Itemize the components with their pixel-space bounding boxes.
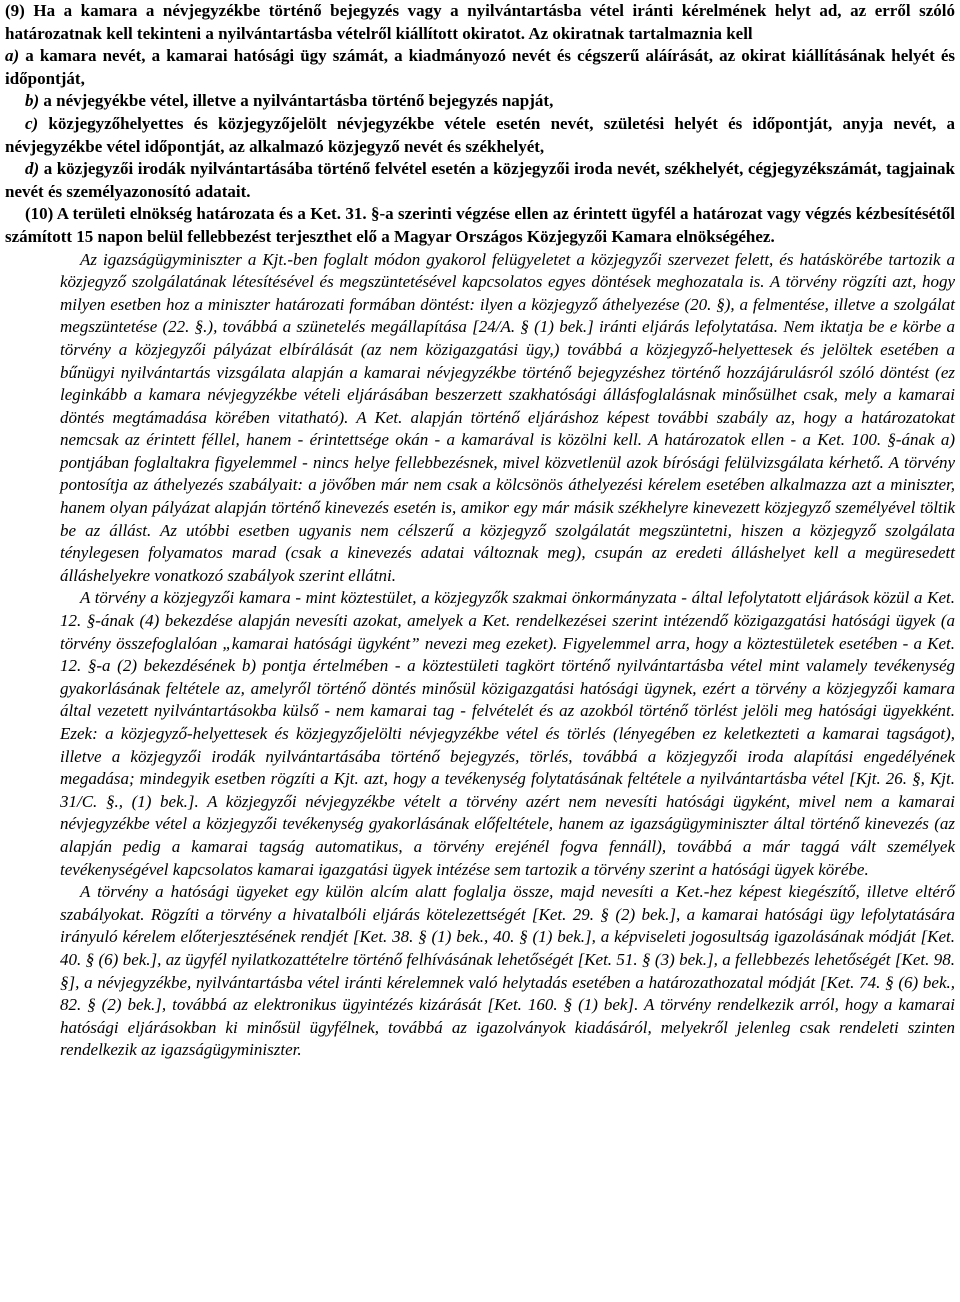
paragraph-9-item-a: [5, 45, 955, 90]
item-a-label: a): [5, 46, 20, 66]
paragraph-9-lead: (9) Ha a kamara a névjegyzékbe történő bejegyzés vagy a nyilvántartásba vétel iránti kérelmének helyt ad, az erről szóló határozatnak kell tekinteni a nyilvántartásba vételről kiállított okiratot. Az okiratnak tartalmaznia kell: [5, 1, 955, 43]
paragraph-10: (10) A területi elnökség határozata és a Ket. 31. §-a szerinti végzése ellen az érintett ügyfél a határozat vagy végzés kézbesítésétől számított 15 napon belül fellebbezést terjeszthet elő a Magyar Országos Közjegyzői Kamara elnökségéhez.: [5, 204, 955, 246]
item-b-text: a névjegyékbe vétel, illetve a nyilvántartásba történő bejegyzés napját,: [39, 91, 554, 111]
item-d-label: d): [25, 159, 40, 179]
item-d-text: a közjegyzői irodák nyilvántartásába történő felvétel esetén a közjegyzői iroda nevét, székhelyét, cégjegyzékszámát, tagjainak nevét és személyazonosító adatait.: [5, 159, 955, 201]
item-c-label: c): [25, 113, 39, 133]
commentary-paragraph-2: A törvény a közjegyzői kamara - mint köztestület, a közjegyzők szakmai önkormányzata - által lefolytatott eljárások közül a Ket. 12. §-ának (4) bekezdése alapján nevesíti azokat, amelyek a Ket. rendelkezései szerint intézendő közigazgatási hatósági ügyek (a törvény összefoglalóan „kamarai hatósági ügyként” nevezi meg ezeket). Figyelemmel arra, hogy a köztestületek esetében - a Ket. 12. §-a (2) bekezdésének b) pontja értelmében - a köztestületi tagkört történő nyilvántartásba vétel mint valamely tevékenység gyakorlásának feltétele az, amelyről történő döntés minősül közigazgatási hatósági ügynek, ezért a törvény a közjegyzői kamara által vezetett nyilvántartásokba külső - nem kamarai tag - felvételét és az azokból történő törlést jelöli meg hatósági ügyekként. Ezek: a közjegyző-helyettesek és közjegyzőjelölti névjegyzékbe vétel és törlés (lényegében ez keletkezteti a kamarai tagságot), illetve a közjegyzői irodák nyilvántartásába történő bejegyzés, törlés, továbbá a közjegyzői iroda alapítási engedélyének megadása; mindegyik esetben rögzíti a Kjt. azt, hogy a tevékenység folytatásának feltétele a nyilvántartásba vétel [Kjt. 26. §, Kjt. 31/C. §., (1) bek.]. A közjegyzői névjegyzékbe vételt a törvény azért nem nevesíti hatósági ügyként, mivel nem a kamarai névjegyzékbe vétel a közjegyzői tevékenység gyakorlásának előfeltétele, hanem az igazságügyminiszter által történő kinevezés (az alapján pedig a kamarai tagság automatikus, a törvény erejénél fogva fennáll), továbbá a már taggá vált személyek tevékenységével kapcsolatos kamarai igazgatási ügyek intézése sem tartozik a törvény szerint a hatósági ügyek körébe.: [60, 588, 955, 879]
paragraph-9-item-b: [5, 90, 955, 113]
paragraph-9-item-d: [5, 158, 955, 203]
commentary-paragraph-1: Az igazságügyminiszter a Kjt.-ben foglalt módon gyakorol felügyeletet a közjegyzői szervezet felett, és hatáskörébe tartozik a közjegyző szolgálatának létesítésével és megszüntetésével kapcsolatos egyes döntések meghozatala is. A törvény rögzíti azt, hogy milyen esetben hoz a miniszter határozati formában döntést: ilyen a közjegyző áthelyezése (20. §), a felmentése, illetve a szolgálat megszüntetése (22. §.), továbbá a szünetelés megállapítása [24/A. § (1) bek.] iránti eljárás lefolytatása. Nem iktatja be e körbe a törvény a közjegyzői pályázat elbírálását (az nem közigazgatási ügy,) továbbá a közjegyző-helyettesek és jelöltek esetében a bűnügyi nyilvántartás vizsgálata alapján a kamarai névjegyzékbe történő bejegyzéshez történő hozzájárulásról szóló döntést (ez leginkább a kamara névjegyzékbe vételi eljárásában beszerzett szakhatósági állásfoglalásnak minősülhet csak, mely a kamarai döntés megtámadása körében vitatható). A Ket. alapján történő eljáráshoz képest további szabály az, hogy a határozatokat nemcsak az érintett féllel, hanem - érintettsége okán - a kamarával is közölni kell. A határozatok ellen - a Ket. 100. §-ának a) pontjában foglaltakra figyelemmel - nincs helye fellebbezésnek, mivel közvetlenül azok bírósági felülvizsgálata kérhető. A törvény pontosítja az áthelyezés szabályait: a jövőben már nem csak a kölcsönös áthelyezési kérelem esetében alkalmazza azt a miniszter, hanem olyan pályázat alapján történő kinevezés esetén is, amikor egy már másik székhelyre kinevezett közjegyző személyével töltik be az állást. Az utóbbi esetben ugyanis nem célszerű a közjegyző szolgálatát megszüntetni, hiszen a közjegyző szolgálata ténylegesen folyamatos marad (csak a kinevezés adatai változnak meg), csupán az eredeti álláshelyet kell a megüresedett álláshelyekre vonatkozó szabályok szerint ellátni.: [60, 249, 955, 585]
item-a-text: a kamara nevét, a kamarai hatósági ügy számát, a kiadmányozó nevét és cégszerű aláírását, az okirat kiállításának helyét és időpontját,: [5, 46, 955, 88]
paragraph-9-item-c: [5, 113, 955, 158]
commentary-paragraph-3: A törvény a hatósági ügyeket egy külön alcím alatt foglalja össze, majd nevesíti a Ket.-hez képest kiegészítő, illetve eltérő szabályokat. Rögzíti a törvény a hivatalbóli eljárás kötelezettségét [Ket. 29. § (2) bek.], a kamarai hatósági ügy lefolytatására irányuló kérelem előterjesztésének rendjét [Ket. 38. § (1) bek., 40. § (1) bek.], a képviseleti jogosultság igazolásának módját [Ket. 40. § (6) bek.], az ügyfél nyilatkozattételre történő felhívásának lehetőségét [Ket. 51. § (3) bek.], a fellebbezés lehetőségét [Ket. 98. §], a névjegyzékbe, nyilvántartásba vétel iránti kérelemnek való helytadás esetében a határozathozatal módját [Ket. 74. § (6) bek., 82. § (2) bek.], továbbá az elektronikus ügyintézés kizárását [Ket. 160. § (1) bek]. A törvény rendelkezik arról, hogy a kamarai hatósági eljárásokban ki minősül ügyfélnek, továbbá az igazolványok kiadásáról, melyekről jelenleg csak rendeleti szinten rendelkezik az igazságügyminiszter.: [60, 882, 955, 1060]
item-c-text: közjegyzőhelyettes és közjegyzőjelölt névjegyzékbe vétele esetén nevét, születési helyét és időpontját, anyja nevét, a névjegyzékbe vétel időpontját, az alkalmazó közjegyző nevét és székhelyét,: [5, 113, 955, 156]
item-b-label: b): [25, 91, 40, 111]
